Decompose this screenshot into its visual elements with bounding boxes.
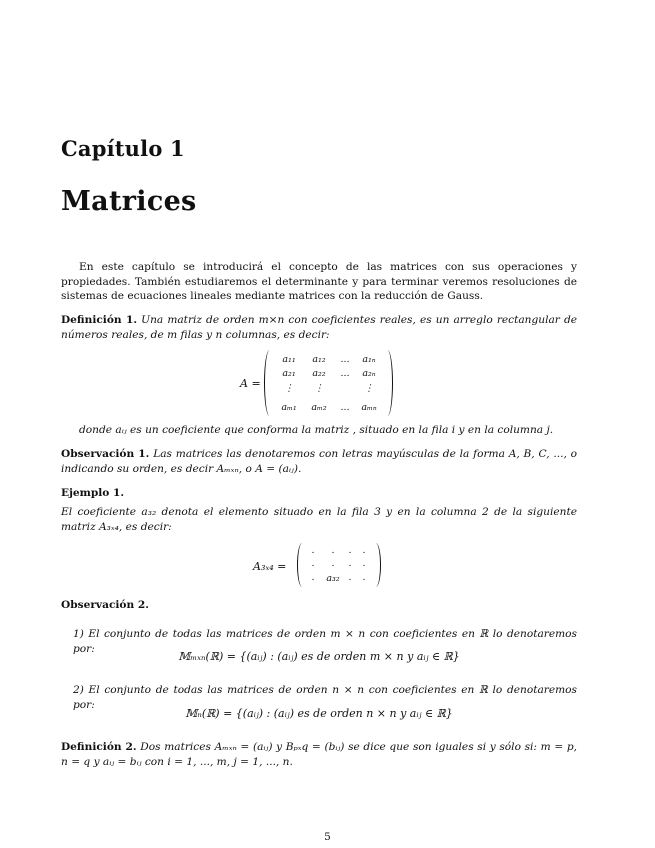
observation-1-text: Las matrices las denotaremos con letras mayúsculas de la forma A, B, C, ..., o indicando su orden, es decir Aₘₓₙ, o A = (aᵢⱼ). [61, 448, 578, 475]
matrix-b-lhs: A₃ₓ₄ = [253, 560, 287, 573]
observation-2-item-2: 2) El conjunto de todas las matrices de orden n × n con coeficientes en ℝ lo denotaremos por: [73, 684, 577, 711]
observation-2-item-1: 1) El conjunto de todas las matrices de orden m × n con coeficientes en ℝ lo denotaremos por: [73, 628, 577, 655]
observation-2-heading: Observación 2. [61, 599, 149, 611]
matrix-a-cell: a₂₁ [282, 368, 296, 379]
matrix-b-cell: . [362, 558, 366, 569]
matrix-b-cell: . [311, 572, 315, 583]
intro-text: En este capítulo se introducirá el concepto de las matrices con sus operaciones y propiedades. También estudiaremos el determinante y para terminar veremos resoluciones de sistemas de ecuaciones lineales mediante matrices con la reducción de Gauss. [61, 261, 577, 302]
matrix-a-cell: aₘ₂ [311, 402, 327, 413]
definition-1 [61, 313, 577, 342]
definition-1-heading: Definición 1. [61, 314, 138, 326]
chapter-title: Matrices [61, 186, 197, 217]
matrix-b-cell: . [311, 558, 315, 569]
matrix-a-cell: a₁₁ [282, 354, 296, 365]
matrix-a-cell: ⋮ [314, 383, 324, 394]
matrix-b-cell: . [362, 572, 366, 583]
matrix-b-cell: . [348, 558, 352, 569]
matrix-a-cell: aₘₙ [361, 402, 377, 413]
formula-mn: 𝕄ₙ(ℝ) = {(aᵢⱼ) : (aᵢⱼ) es de orden n × n y aᵢⱼ ∈ ℝ} [185, 707, 453, 720]
matrix-a-cell: ⋮ [364, 383, 374, 394]
example-1-heading: Ejemplo 1. [61, 487, 125, 499]
matrix-a-cell: ⋮ [284, 383, 294, 394]
matrix-b-cell: . [348, 572, 352, 583]
example-1-text: El coeficiente a₃₂ denota el elemento situado en la fila 3 y en la columna 2 de la siguiente matriz A₃ₓ₄, es decir: [61, 506, 577, 533]
matrix-a-cell: ... [340, 402, 350, 413]
definition-1-text: Una matriz de orden m×n con coeficientes reales, es un arreglo rectangular de números reales, de m filas y n columnas, es decir: [61, 314, 577, 341]
definition-2-text: Dos matrices Aₘₓₙ = (aᵢⱼ) y Bₚₓq = (bᵢⱼ) se dice que son iguales si y sólo si: m = p, n = q y aᵢⱼ = bᵢⱼ con i = 1, ..., m, j = 1, ..., n. [61, 741, 577, 768]
definition-2 [61, 740, 577, 769]
matrix-a-lhs: A = [240, 377, 261, 390]
intro-paragraph [61, 260, 577, 304]
matrix-b-cell: . [331, 558, 335, 569]
matrix-a-cell: ... [340, 368, 350, 379]
matrix-a-cell: ... [340, 354, 350, 365]
observation-1 [61, 447, 577, 476]
matrix-a-cell: aₘ₁ [281, 402, 297, 413]
matrix-a-cell: a₁ₙ [362, 354, 376, 365]
donde-text: donde aᵢⱼ es un coeficiente que conforma la matriz , situado en la fila i y en la columna j. [79, 424, 554, 436]
matrix-b-cell: a₃₂ [326, 573, 340, 584]
page-number: 5 [324, 831, 331, 843]
matrix-b-cell: . [311, 545, 315, 556]
matrix-b-cell: . [348, 545, 352, 556]
formula-mmxn: 𝕄ₘₓₙ(ℝ) = {(aᵢⱼ) : (aᵢⱼ) es de orden m × n y aᵢⱼ ∈ ℝ} [178, 650, 460, 663]
matrix-b-cell: . [331, 545, 335, 556]
observation-1-heading: Observación 1. [61, 448, 150, 460]
matrix-a-cell: a₂₂ [312, 368, 326, 379]
definition-2-heading: Definición 2. [61, 741, 137, 753]
chapter-label: Capítulo 1 [61, 136, 185, 161]
matrix-b-cell: . [362, 545, 366, 556]
matrix-a-cell: a₁₂ [312, 354, 326, 365]
matrix-a-cell: a₂ₙ [362, 368, 376, 379]
